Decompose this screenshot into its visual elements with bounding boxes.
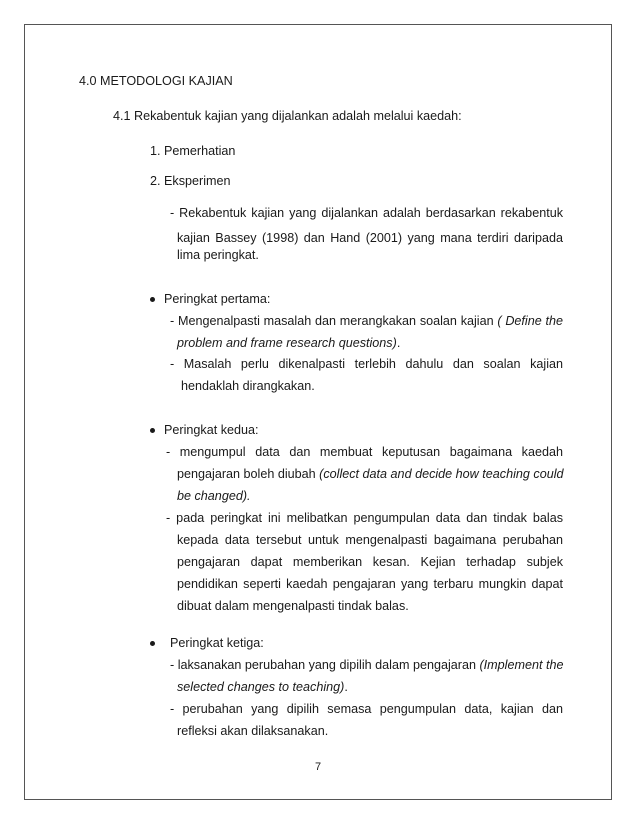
stage-line: hendaklah dirangkakan.: [181, 379, 315, 393]
stage-line: pengajaran boleh diubah (collect data and decide how teaching could: [177, 467, 564, 481]
stage-line: - Masalah perlu dikenalpasti terlebih dahulu dan soalan kajian: [170, 357, 563, 371]
page-number: 7: [315, 761, 322, 773]
stage-line: - Mengenalpasti masalah dan merangkakan soalan kajian ( Define the: [170, 314, 563, 328]
stage-line: - mengumpul data dan membuat keputusan bagaimana kaedah: [166, 445, 563, 459]
intro-line: kajian Bassey (1998) dan Hand (2001) yang mana terdiri daripada: [177, 231, 563, 245]
method-item: 1. Pemerhatian: [150, 144, 236, 158]
stage-title: Peringkat pertama:: [164, 292, 271, 306]
stage-line: kepada data tersebut untuk mengenalpasti bagaimana perubahan: [177, 533, 563, 547]
stage-line: selected changes to teaching).: [177, 680, 348, 694]
intro-line: lima peringkat.: [177, 248, 259, 262]
stage-line: refleksi akan dilaksanakan.: [177, 724, 329, 738]
intro-line: - Rekabentuk kajian yang dijalankan adalah berdasarkan rekabentuk: [170, 206, 563, 220]
method-item: 2. Eksperimen: [150, 174, 231, 188]
subsection-heading: 4.1 Rekabentuk kajian yang dijalankan adalah melalui kaedah:: [113, 109, 462, 123]
stage-line: - laksanakan perubahan yang dipilih dalam pengajaran (Implement the: [170, 658, 564, 672]
stage-line: be changed).: [177, 489, 251, 503]
stage-line: problem and frame research questions).: [177, 336, 401, 350]
stage-line: - pada peringkat ini melibatkan pengumpulan data dan tindak balas: [166, 511, 563, 525]
stage-line: dibuat dalam mengenalpasti tindak balas.: [177, 599, 409, 613]
stage-title: Peringkat ketiga:: [170, 636, 264, 650]
stage-line: pengajaran dapat memberikan kesan. Kejian terhadap subjek: [177, 555, 563, 569]
bullet-icon: [150, 641, 155, 646]
bullet-icon: [150, 297, 155, 302]
stage-line: pendidikan seperti kaedah pengajaran yang terbaru mungkin dapat: [177, 577, 563, 591]
stage-line: - perubahan yang dipilih semasa pengumpulan data, kajian dan: [170, 702, 563, 716]
bullet-icon: [150, 428, 155, 433]
section-heading: 4.0 METODOLOGI KAJIAN: [79, 74, 233, 88]
stage-title: Peringkat kedua:: [164, 423, 259, 437]
